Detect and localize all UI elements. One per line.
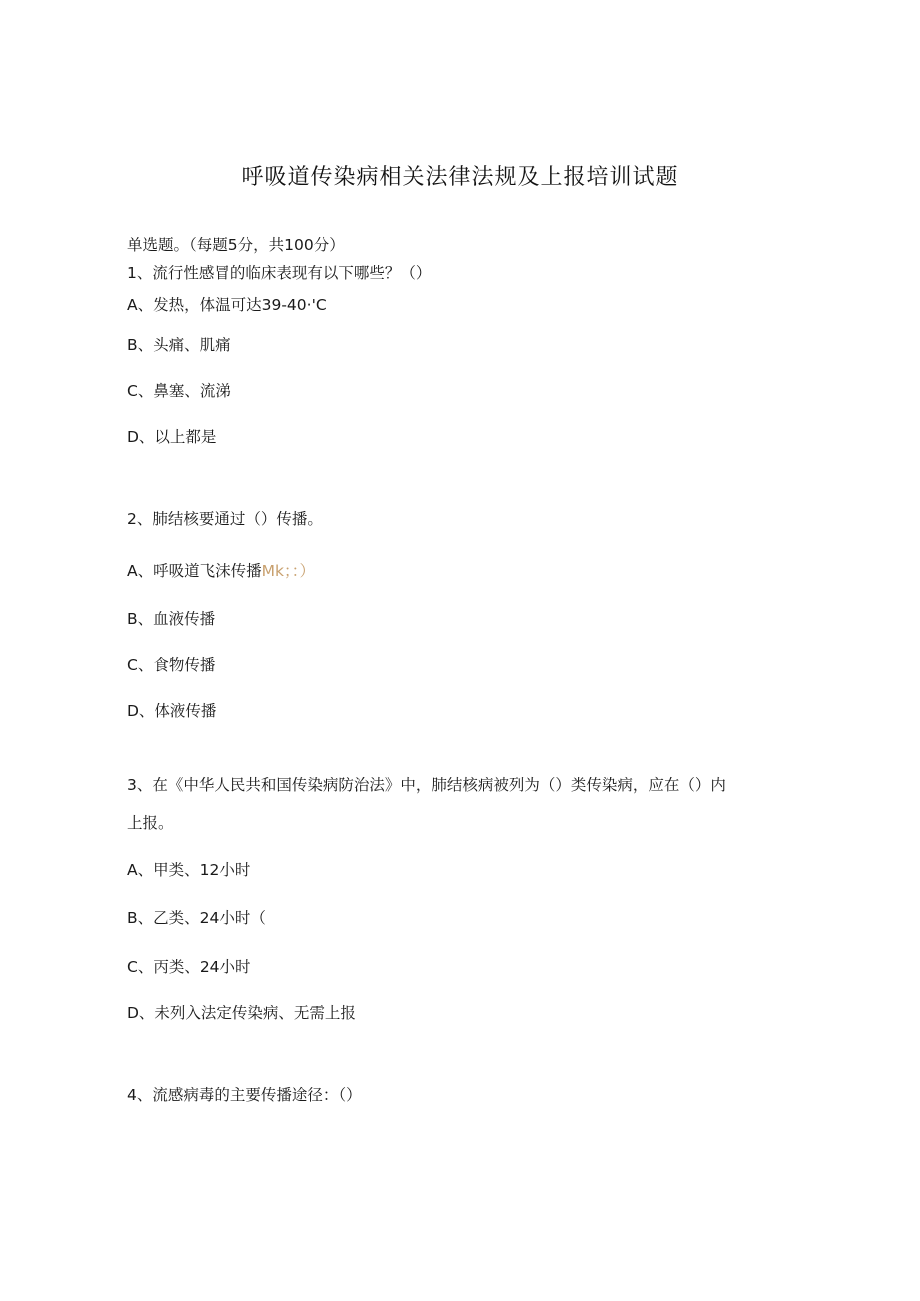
question-2-option-b: B、血液传播 xyxy=(127,610,216,628)
question-3-option-b: B、乙类、24小时（ xyxy=(127,909,266,927)
question-2-option-a xyxy=(127,561,315,581)
question-1-option-a: A、发热，体温可达39-40·'C xyxy=(127,296,327,314)
page-title: 呼吸道传染病相关法律法规及上报培训试题 xyxy=(241,165,679,190)
question-1-option-b: B、头痛、肌痛 xyxy=(127,336,231,354)
question-4-stem: 4、流感病毒的主要传播途径：（） xyxy=(127,1086,362,1104)
question-1-option-c: C、鼻塞、流涕 xyxy=(127,382,231,400)
question-3-option-c: C、丙类、24小时 xyxy=(127,958,251,976)
question-2-option-d: D、体液传播 xyxy=(127,702,217,720)
question-3-option-d: D、未列入法定传染病、无需上报 xyxy=(127,1004,356,1022)
question-3-option-a: A、甲类、12小时 xyxy=(127,861,251,879)
question-3-stem-line-2: 上报。 xyxy=(127,814,174,832)
question-2-stem: 2、肺结核要通过（）传播。 xyxy=(127,510,323,528)
question-1-option-d: D、以上都是 xyxy=(127,428,217,446)
section-intro: 单选题。（每题5分，共100分） xyxy=(127,236,345,254)
question-2-option-c: C、食物传播 xyxy=(127,656,216,674)
question-1-stem: 1、流行性感冒的临床表现有以下哪些？（） xyxy=(127,264,432,282)
question-3-stem-line-1: 3、在《中华人民共和国传染病防治法》中，肺结核病被列为（）类传染病，应在（）内 xyxy=(127,776,726,794)
handwritten-annotation: Mk；：） xyxy=(261,562,315,580)
question-2-option-a-text: A、呼吸道飞沫传播 xyxy=(127,562,262,580)
